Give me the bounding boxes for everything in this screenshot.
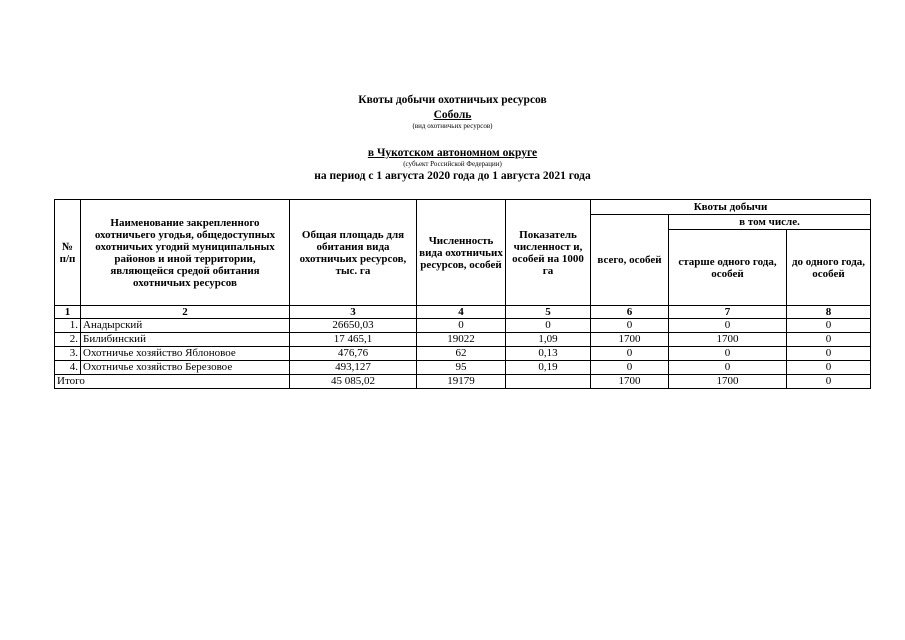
document-title: Квоты добычи охотничьих ресурсов bbox=[358, 94, 547, 106]
row-name: Билибинский bbox=[81, 333, 290, 347]
row-quota-young: 0 bbox=[787, 333, 871, 347]
period-text: на период с 1 августа 2020 года до 1 августа 2021 года bbox=[314, 170, 591, 182]
row-density: 1,09 bbox=[506, 333, 591, 347]
region-name: в Чукотском автономном округе bbox=[367, 147, 538, 159]
row-count: 19022 bbox=[417, 333, 506, 347]
row-count: 0 bbox=[417, 319, 506, 333]
column-number: 3 bbox=[290, 306, 417, 319]
row-name: Охотничье хозяйство Яблоновое bbox=[81, 347, 290, 361]
row-number: 2. bbox=[55, 333, 81, 347]
row-count: 62 bbox=[417, 347, 506, 361]
species-name: Соболь bbox=[433, 109, 472, 121]
header-young: до одного года, особей bbox=[787, 230, 871, 306]
row-number: 1. bbox=[55, 319, 81, 333]
row-quota-total: 0 bbox=[591, 361, 669, 375]
total-label: Итого bbox=[55, 375, 290, 389]
column-number: 7 bbox=[669, 306, 787, 319]
row-area: 493,127 bbox=[290, 361, 417, 375]
row-area: 476,76 bbox=[290, 347, 417, 361]
row-quota-young: 0 bbox=[787, 319, 871, 333]
total-count: 19179 bbox=[417, 375, 506, 389]
species-caption: (вид охотничьих ресурсов) bbox=[412, 122, 493, 130]
column-number: 8 bbox=[787, 306, 871, 319]
total-row bbox=[55, 375, 871, 389]
column-number-row bbox=[55, 306, 871, 319]
total-area: 45 085,02 bbox=[290, 375, 417, 389]
row-quota-adult: 0 bbox=[669, 347, 787, 361]
header-area: Общая площадь для обитания вида охотничьих ресурсов, тыс. га bbox=[290, 200, 417, 306]
row-area: 26650,03 bbox=[290, 319, 417, 333]
total-quota-young: 0 bbox=[787, 375, 871, 389]
row-number: 4. bbox=[55, 361, 81, 375]
row-quota-total: 0 bbox=[591, 347, 669, 361]
total-density bbox=[506, 375, 591, 389]
table-row bbox=[55, 333, 871, 347]
row-quota-young: 0 bbox=[787, 361, 871, 375]
quota-table bbox=[54, 199, 871, 389]
header-adult: старше одного года, особей bbox=[669, 230, 787, 306]
header-quota-group: Квоты добычи bbox=[591, 200, 871, 215]
header-density: Показатель численност и, особей на 1000 га bbox=[506, 200, 591, 306]
column-number: 2 bbox=[81, 306, 290, 319]
row-density: 0 bbox=[506, 319, 591, 333]
table-row bbox=[55, 347, 871, 361]
region-caption: (субъект Российской Федерации) bbox=[403, 160, 502, 168]
table-row bbox=[55, 319, 871, 333]
header-quota-total: всего, особей bbox=[591, 215, 669, 306]
row-name: Анадырский bbox=[81, 319, 290, 333]
row-quota-total: 1700 bbox=[591, 333, 669, 347]
header-name: Наименование закрепленного охотничьего угодья, общедоступных охотничьих угодий муниципальных районов и иной территории, являющейся средой обитания охотничьих ресурсов bbox=[81, 200, 290, 306]
row-number: 3. bbox=[55, 347, 81, 361]
total-quota-adult: 1700 bbox=[669, 375, 787, 389]
row-quota-adult: 1700 bbox=[669, 333, 787, 347]
row-area: 17 465,1 bbox=[290, 333, 417, 347]
row-density: 0,13 bbox=[506, 347, 591, 361]
column-number: 5 bbox=[506, 306, 591, 319]
column-number: 1 bbox=[55, 306, 81, 319]
header-no: № п/п bbox=[55, 200, 81, 306]
total-quota-total: 1700 bbox=[591, 375, 669, 389]
column-number: 6 bbox=[591, 306, 669, 319]
row-quota-young: 0 bbox=[787, 347, 871, 361]
row-quota-adult: 0 bbox=[669, 361, 787, 375]
row-count: 95 bbox=[417, 361, 506, 375]
row-quota-adult: 0 bbox=[669, 319, 787, 333]
header-including: в том числе. bbox=[669, 215, 871, 230]
column-number: 4 bbox=[417, 306, 506, 319]
row-quota-total: 0 bbox=[591, 319, 669, 333]
row-name: Охотничье хозяйство Березовое bbox=[81, 361, 290, 375]
row-density: 0,19 bbox=[506, 361, 591, 375]
table-row bbox=[55, 361, 871, 375]
header-count: Численность вида охотничьих ресурсов, особей bbox=[417, 200, 506, 306]
